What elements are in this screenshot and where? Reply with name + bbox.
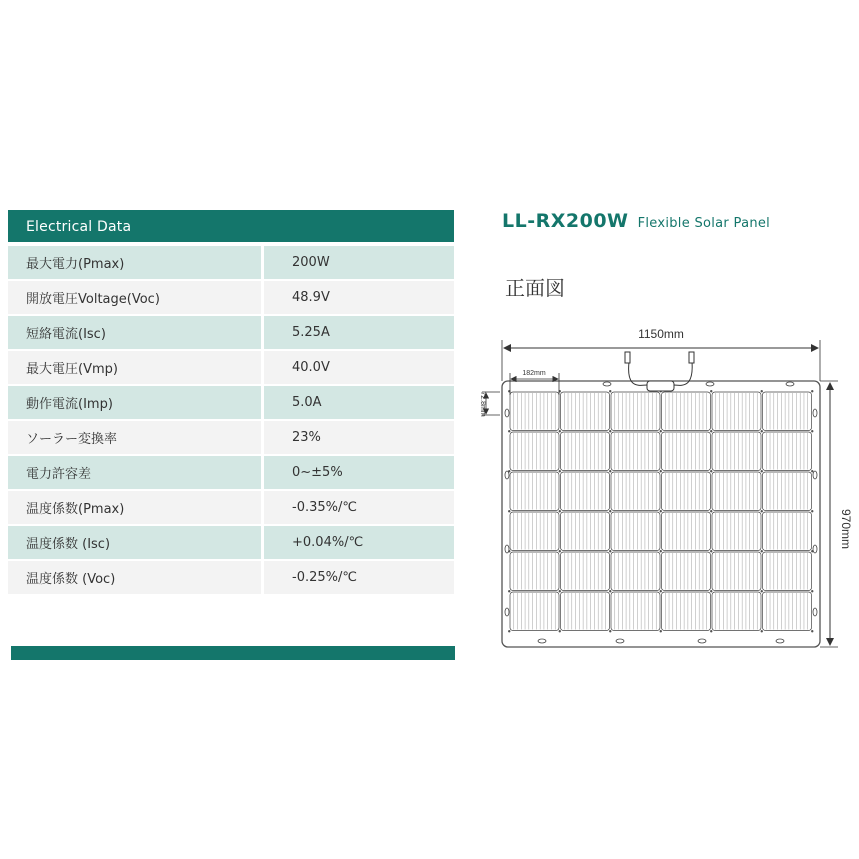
cell-junction-dot bbox=[660, 630, 662, 632]
mounting-hole bbox=[505, 545, 509, 553]
cell-junction-dot bbox=[761, 430, 763, 432]
row-label: 短絡電流(Isc) bbox=[8, 316, 261, 349]
cell-junction-dot bbox=[559, 590, 561, 592]
cell-junction-dot bbox=[710, 550, 712, 552]
solar-cell bbox=[611, 432, 660, 471]
front-view-label: 正面図 bbox=[505, 276, 565, 300]
row-label: ソーラー変換率 bbox=[8, 421, 261, 454]
mounting-hole bbox=[505, 471, 509, 479]
row-label: 温度係数 (Isc) bbox=[8, 526, 261, 559]
cell-junction-dot bbox=[761, 550, 763, 552]
row-value: -0.25%/℃ bbox=[264, 561, 454, 594]
cell-junction-dot bbox=[660, 430, 662, 432]
table-header: Electrical Data bbox=[8, 210, 454, 242]
row-value: 5.0A bbox=[264, 386, 454, 419]
row-value: 40.0V bbox=[264, 351, 454, 384]
solar-cell bbox=[662, 432, 711, 471]
mounting-hole bbox=[505, 409, 509, 417]
cell-junction-dot bbox=[710, 470, 712, 472]
cell-junction-dot bbox=[811, 630, 813, 632]
row-label: 電力許容差 bbox=[8, 456, 261, 489]
solar-cell bbox=[561, 512, 610, 551]
solar-cell bbox=[763, 432, 812, 471]
solar-cell bbox=[712, 592, 761, 631]
solar-cell bbox=[662, 512, 711, 551]
cell-junction-dot bbox=[811, 510, 813, 512]
solar-cell bbox=[510, 592, 559, 631]
mounting-hole bbox=[813, 409, 817, 417]
solar-cell bbox=[662, 472, 711, 511]
row-value: 23% bbox=[264, 421, 454, 454]
solar-cell bbox=[561, 552, 610, 591]
cell-junction-dot bbox=[660, 470, 662, 472]
row-value: 200W bbox=[264, 246, 454, 279]
row-label: 最大電力(Pmax) bbox=[8, 246, 261, 279]
cell-junction-dot bbox=[660, 550, 662, 552]
solar-cell bbox=[510, 512, 559, 551]
cell-junction-dot bbox=[559, 430, 561, 432]
solar-cell bbox=[561, 432, 610, 471]
height-label: 970mm bbox=[839, 508, 853, 550]
row-label: 温度係数(Pmax) bbox=[8, 491, 261, 524]
mounting-hole bbox=[698, 639, 706, 643]
mounting-hole bbox=[505, 608, 509, 616]
cell-junction-dot bbox=[811, 390, 813, 392]
cell-junction-dot bbox=[559, 510, 561, 512]
cell-junction-dot bbox=[508, 510, 510, 512]
row-value: 0~±5% bbox=[264, 456, 454, 489]
solar-cell bbox=[611, 592, 660, 631]
cell-junction-dot bbox=[559, 470, 561, 472]
product-subtitle: Flexible Solar Panel bbox=[637, 216, 771, 231]
margin-label: 72.8mm bbox=[479, 391, 486, 417]
solar-cell bbox=[561, 392, 610, 431]
cell-junction-dot bbox=[761, 390, 763, 392]
cell-junction-dot bbox=[761, 470, 763, 472]
mounting-hole bbox=[786, 382, 794, 386]
solar-cell bbox=[763, 472, 812, 511]
row-value: +0.04%/℃ bbox=[264, 526, 454, 559]
row-label: 温度係数 (Voc) bbox=[8, 561, 261, 594]
cell-width-label: 182mm bbox=[522, 370, 546, 377]
cell-junction-dot bbox=[811, 430, 813, 432]
row-value: -0.35%/℃ bbox=[264, 491, 454, 524]
solar-cell bbox=[662, 392, 711, 431]
solar-cell bbox=[712, 472, 761, 511]
row-value: 5.25A bbox=[264, 316, 454, 349]
cell-junction-dot bbox=[761, 510, 763, 512]
solar-cell bbox=[611, 472, 660, 511]
solar-cell bbox=[510, 432, 559, 471]
solar-cell bbox=[712, 392, 761, 431]
cell-junction-dot bbox=[710, 390, 712, 392]
solar-cell bbox=[611, 392, 660, 431]
mounting-hole bbox=[776, 639, 784, 643]
solar-cell bbox=[712, 512, 761, 551]
cell-junction-dot bbox=[559, 550, 561, 552]
solar-cell bbox=[763, 392, 812, 431]
cell-junction-dot bbox=[609, 470, 611, 472]
cell-junction-dot bbox=[508, 590, 510, 592]
cell-junction-dot bbox=[609, 390, 611, 392]
solar-cell bbox=[712, 432, 761, 471]
row-value: 48.9V bbox=[264, 281, 454, 314]
cell-junction-dot bbox=[508, 430, 510, 432]
row-label: 開放電圧Voltage(Voc) bbox=[8, 281, 261, 314]
cell-junction-dot bbox=[609, 550, 611, 552]
mounting-hole bbox=[813, 608, 817, 616]
solar-cell bbox=[561, 472, 610, 511]
solar-cell bbox=[662, 592, 711, 631]
solar-cell bbox=[662, 552, 711, 591]
solar-cell bbox=[561, 592, 610, 631]
cell-junction-dot bbox=[609, 630, 611, 632]
cell-junction-dot bbox=[761, 590, 763, 592]
solar-cell bbox=[611, 512, 660, 551]
cell-junction-dot bbox=[710, 510, 712, 512]
model-name: LL-RX200W bbox=[502, 210, 629, 232]
mounting-hole bbox=[813, 545, 817, 553]
cell-junction-dot bbox=[609, 430, 611, 432]
solar-cell bbox=[510, 472, 559, 511]
cell-junction-dot bbox=[609, 510, 611, 512]
height-dimension bbox=[820, 381, 853, 647]
solar-cell bbox=[763, 592, 812, 631]
mounting-hole bbox=[706, 382, 714, 386]
solar-cell bbox=[712, 552, 761, 591]
cell-junction-dot bbox=[660, 510, 662, 512]
cell-junction-dot bbox=[811, 590, 813, 592]
row-label: 最大電圧(Vmp) bbox=[8, 351, 261, 384]
cell-junction-dot bbox=[710, 630, 712, 632]
width-label: 1150mm bbox=[638, 327, 684, 341]
mounting-hole bbox=[603, 382, 611, 386]
row-label: 動作電流(Imp) bbox=[8, 386, 261, 419]
mounting-hole bbox=[616, 639, 624, 643]
cell-junction-dot bbox=[609, 590, 611, 592]
solar-cell bbox=[611, 552, 660, 591]
cell-junction-dot bbox=[761, 630, 763, 632]
mounting-hole bbox=[813, 471, 817, 479]
solar-cell bbox=[763, 512, 812, 551]
cell-junction-dot bbox=[710, 590, 712, 592]
cell-junction-dot bbox=[559, 630, 561, 632]
width-dimension bbox=[502, 327, 820, 381]
solar-cell bbox=[510, 552, 559, 591]
cell-junction-dot bbox=[710, 430, 712, 432]
mounting-hole bbox=[538, 639, 546, 643]
cell-junction-dot bbox=[508, 630, 510, 632]
cell-junction-dot bbox=[660, 590, 662, 592]
solar-cell bbox=[510, 392, 559, 431]
margin-dimension bbox=[479, 391, 500, 416]
solar-cell bbox=[763, 552, 812, 591]
